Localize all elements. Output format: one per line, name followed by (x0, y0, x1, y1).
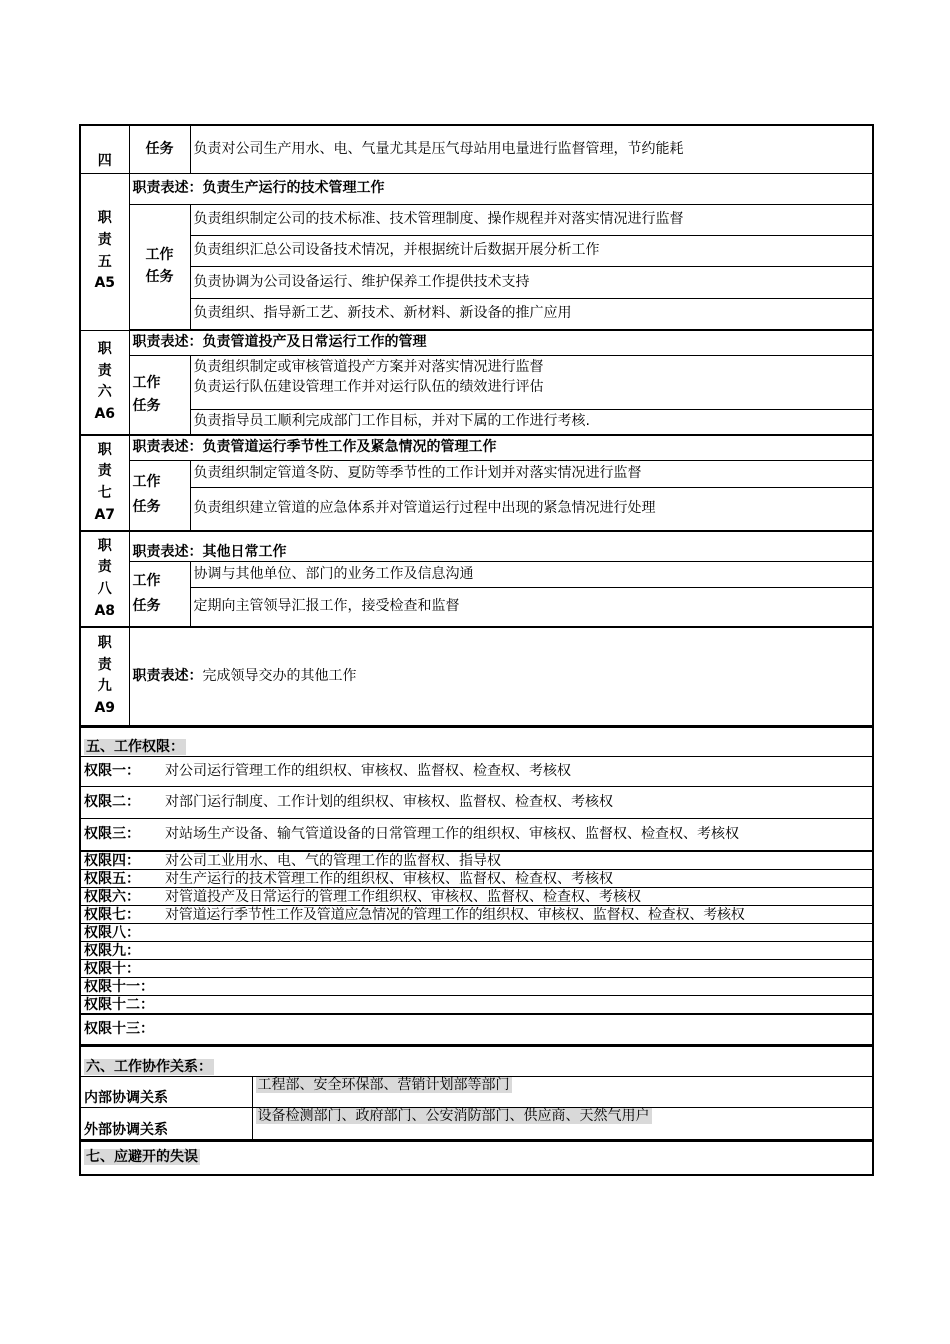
duties-table (79, 124, 874, 726)
duty-seven-task-row (80, 460, 873, 487)
duty-eight-task: 协调与其他单位、部门的业务工作及信息沟通 (190, 561, 873, 587)
permission-row (80, 996, 873, 1014)
permission-value: 对生产运行的技术管理工作的组织权、审核权、监督权、检查权、考核权 (162, 870, 873, 888)
permission-key: 权限十一： (80, 978, 873, 996)
duty-five-task: 负责协调为公司设备运行、维护保养工作提供技术支持 (190, 266, 873, 298)
duty-nine-statement: 职责表述：完成领导交办的其他工作 (129, 627, 873, 725)
duty-six-task: 负责运行队伍建设管理工作并对运行队伍的绩效进行评估 (190, 379, 873, 409)
duty-five-task-row (80, 266, 873, 298)
duty-seven-task: 负责组织建立管道的应急体系并对管道运行过程中出现的紧急情况进行处理 (190, 487, 873, 531)
section-five-title: 五、工作权限： (80, 727, 873, 757)
internal-relation-label: 内部协调关系 (80, 1076, 252, 1107)
duty-eight-statement: 职责表述：其他日常工作 (129, 531, 873, 561)
duty-seven-task: 负责组织制定管道冬防、夏防等季节性的工作计划并对落实情况进行监督 (190, 460, 873, 487)
duty-seven-task-label: 工作 任务 (129, 460, 190, 531)
permission-key: 权限十二： (80, 996, 873, 1014)
duty-seven-number: 职 责 七 A7 (80, 435, 129, 531)
internal-relation-row (80, 1076, 873, 1107)
permission-row (80, 888, 873, 906)
permissions-table (79, 726, 874, 852)
permission-value: 对管道运行季节性工作及管道应急情况的管理工作的组织权、审核权、监督权、检查权、考核权 (162, 906, 873, 924)
permission-row (80, 960, 873, 978)
duty-six-task-row (80, 379, 873, 409)
duty-six-statement: 职责表述：负责管道投产及日常运行工作的管理 (129, 330, 873, 355)
duty-six-number: 职 责 六 A6 (80, 330, 129, 435)
permission-row (80, 852, 873, 870)
collaboration-table (79, 1045, 874, 1140)
duty-eight-statement-row (80, 531, 873, 561)
permission-value: 对公司工业用水、电、气的管理工作的监督权、指导权 (162, 852, 873, 870)
internal-relation-value: 工程部、安全环保部、营销计划部等部门 (252, 1076, 873, 1107)
duty-eight-task-row (80, 587, 873, 627)
duty-five-statement-row (80, 173, 873, 204)
duty-six-task-row (80, 409, 873, 435)
permission-key: 权限六： (80, 888, 162, 906)
duty-eight-task-row (80, 561, 873, 587)
external-relation-row (80, 1107, 873, 1139)
permission-row (80, 906, 873, 924)
permission-row (80, 942, 873, 960)
duty-seven-task-row (80, 487, 873, 531)
permission-key: 权限二： (80, 787, 162, 819)
duty-six-task-row (80, 355, 873, 379)
duty-four-row (80, 125, 873, 173)
job-description-page (79, 124, 872, 1176)
permission-key: 权限十三： (80, 1015, 873, 1045)
permission-key: 权限四： (80, 852, 162, 870)
permission-key: 权限八： (80, 924, 873, 942)
permission-row (80, 924, 873, 942)
duty-four-task-label: 任务 (129, 125, 190, 173)
duty-eight-task-label: 工作 任务 (129, 561, 190, 627)
permission-row (80, 870, 873, 888)
section-five-title-row (80, 727, 873, 757)
permission-key: 权限九： (80, 942, 873, 960)
duty-five-task: 负责组织制定公司的技术标准、技术管理制度、操作规程并对落实情况进行监督 (190, 204, 873, 235)
duty-six-statement-row (80, 330, 873, 355)
permissions-compact-table (79, 851, 874, 1014)
permission-row (80, 819, 873, 851)
duty-five-task-row (80, 298, 873, 330)
section-seven-title: 七、应避开的失误 (80, 1141, 873, 1175)
duty-five-task-row (80, 235, 873, 266)
permission-key: 权限十： (80, 960, 873, 978)
duty-four-task: 负责对公司生产用水、电、气量尤其是压气母站用电量进行监督管理，节约能耗 (190, 125, 873, 173)
duty-five-task: 负责组织、指导新工艺、新技术、新材料、新设备的推广应用 (190, 298, 873, 330)
duty-five-task-row (80, 204, 873, 235)
duty-five-task-label: 工作 任务 (129, 204, 190, 330)
permission-row (80, 1015, 873, 1045)
permission-value: 对站场生产设备、输气管道设备的日常管理工作的组织权、审核权、监督权、检查权、考核权 (162, 819, 873, 851)
permission-key: 权限三： (80, 819, 162, 851)
mistakes-table (79, 1140, 874, 1176)
permissions-last-table (79, 1014, 874, 1045)
duty-five-number: 职 责 五 A5 (80, 173, 129, 330)
permission-row (80, 787, 873, 819)
duty-eight-number: 职 责 八 A8 (80, 531, 129, 627)
duty-six-task: 负责指导员工顺利完成部门工作目标，并对下属的工作进行考核. (190, 409, 873, 435)
duty-eight-task: 定期向主管领导汇报工作，接受检查和监督 (190, 587, 873, 627)
section-six-title-row (80, 1046, 873, 1076)
external-relation-label: 外部协调关系 (80, 1107, 252, 1139)
duty-seven-statement-row (80, 435, 873, 460)
section-six-title: 六、工作协作关系： (80, 1046, 873, 1076)
permission-row (80, 978, 873, 996)
permission-value: 对部门运行制度、工作计划的组织权、审核权、监督权、检查权、考核权 (162, 787, 873, 819)
duty-seven-statement: 职责表述：负责管道运行季节性工作及紧急情况的管理工作 (129, 435, 873, 460)
duty-nine-number: 职 责 九 A9 (80, 627, 129, 725)
duty-six-task-label: 工作 任务 (129, 355, 190, 435)
permission-value: 对管道投产及日常运行的管理工作组织权、审核权、监督权、检查权、考核权 (162, 888, 873, 906)
permission-key: 权限七： (80, 906, 162, 924)
external-relation-value: 设备检测部门、政府部门、公安消防部门、供应商、天然气用户 (252, 1107, 873, 1139)
section-seven-title-row (80, 1141, 873, 1175)
duty-four-number: 四 (80, 125, 129, 173)
permission-row (80, 757, 873, 787)
permission-key: 权限一： (80, 757, 162, 787)
duty-five-statement: 职责表述：负责生产运行的技术管理工作 (129, 173, 873, 204)
duty-nine-row (80, 627, 873, 725)
permission-key: 权限五： (80, 870, 162, 888)
permission-value: 对公司运行管理工作的组织权、审核权、监督权、检查权、考核权 (162, 757, 873, 787)
duty-five-task: 负责组织汇总公司设备技术情况，并根据统计后数据开展分析工作 (190, 235, 873, 266)
duty-six-task: 负责组织制定或审核管道投产方案并对落实情况进行监督 (190, 355, 873, 379)
